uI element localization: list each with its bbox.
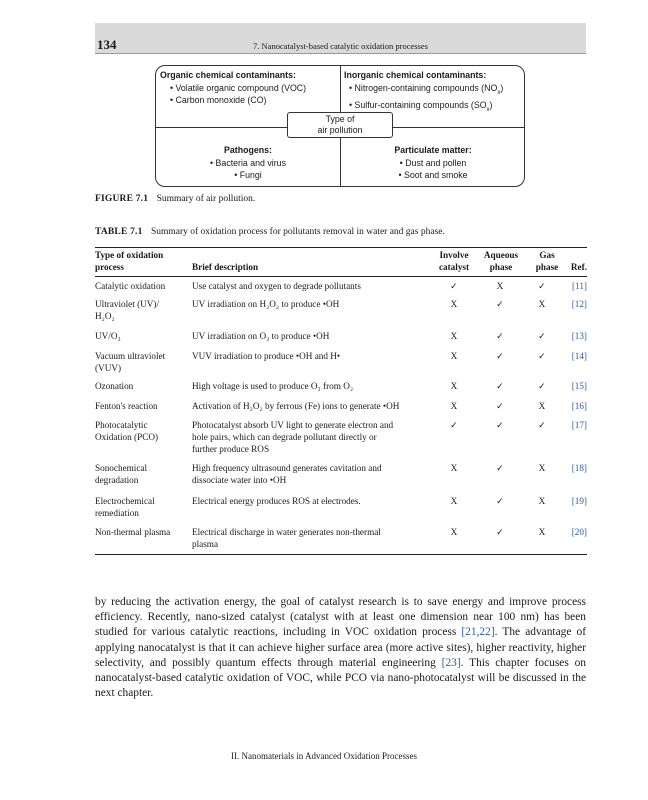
- row-type-cell: Fenton's reaction: [95, 401, 158, 411]
- body-paragraph: by reducing the activation energy, the goal of catalyst research is to save energy and improve process efficiency. Recently, nano-sized catalyst (catalyst with at least one dimension near 100 nm) has been studied for various catalytic reactions, including in VOC oxidation process [21,22]. The advantage of applying nanocatalyst is that it can achieve higher surface area (more active sites), higher reactivity, higher selectivity, and possibly quantum effects through material engineering [23]. This chapter focuses on nanocatalyst-based catalytic oxidation of VOC, while PCO via nano-photocatalyst will be discussed in the next chapter.: [95, 596, 586, 700]
- row-catalyst-cell: X: [450, 381, 458, 391]
- running-head: 7. Nanocatalyst-based catalytic oxidation processes: [253, 41, 428, 51]
- header-catalyst: Involve catalyst: [438, 250, 470, 272]
- row-description-cell: Photocatalyst absorb UV light to generate electron and hole pairs, which can degrade pollutant directly or further produce ROS: [192, 420, 394, 454]
- header-type: Type of oxidation process: [95, 250, 164, 272]
- row-aqueous-cell: ✓: [496, 496, 504, 506]
- table-caption: [95, 227, 445, 237]
- row-description-cell: VUV irradiation to produce •OH and H•: [192, 351, 341, 361]
- header-gas: Gas phase: [535, 250, 559, 272]
- row-type-cell: Sonochemical degradation: [95, 463, 148, 485]
- row-ref-link[interactable]: [18]: [571, 463, 587, 473]
- row-aqueous-cell: ✓: [496, 401, 504, 411]
- table-caption-text: Summary of oxidation process for pollutants removal in water and gas phase.: [150, 227, 445, 237]
- inorganic-item: • Nitrogen-containing compounds $(NO_x)$: [349, 82, 504, 96]
- row-type-cell: Photocatalytic Oxidation (PCO): [95, 420, 159, 442]
- row-gas-cell: ✓: [538, 381, 546, 391]
- page-header: [95, 23, 586, 54]
- row-aqueous-cell: ✓: [496, 351, 504, 361]
- citation-link[interactable]: [23]: [441, 656, 461, 669]
- table-bottom-rule: [95, 554, 587, 555]
- organic-item: • Carbon monoxide (CO): [170, 95, 267, 105]
- table-caption-label: TABLE 7.1: [95, 227, 143, 237]
- row-aqueous-cell: X: [496, 281, 504, 291]
- row-catalyst-cell: X: [450, 351, 458, 361]
- row-aqueous-cell: ✓: [496, 527, 504, 537]
- pathogens-box: [156, 144, 340, 182]
- row-description-cell: Use catalyst and oxygen to degrade pollutants: [192, 281, 361, 291]
- particulate-title: Particulate matter:: [394, 145, 472, 155]
- citation-link[interactable]: [21,22]: [461, 626, 495, 639]
- header-description: Brief description: [192, 262, 259, 272]
- oxidation-process-table: [95, 247, 587, 555]
- figure-center-label: Type of air pollution: [287, 112, 393, 138]
- organic-item: • Volatile organic compound (VOC): [170, 82, 307, 93]
- figure-caption: [95, 194, 255, 204]
- row-catalyst-cell: X: [450, 331, 458, 341]
- row-gas-cell: ✓: [538, 420, 546, 430]
- row-catalyst-cell: X: [450, 463, 458, 473]
- sox-subscript: x: [486, 106, 490, 113]
- particulate-item: • Dust and pollen: [399, 157, 467, 168]
- row-aqueous-cell: ✓: [496, 299, 504, 309]
- row-ref-link[interactable]: [19]: [571, 496, 587, 506]
- row-aqueous-cell: ✓: [496, 331, 504, 341]
- row-catalyst-cell: X: [450, 496, 458, 506]
- row-ref-link[interactable]: [17]: [571, 420, 587, 430]
- pathogens-item: • Bacteria and virus: [210, 157, 286, 168]
- row-description-cell: High voltage is used to produce O₃ from O₂: [192, 381, 354, 391]
- row-description-cell: Activation of H₂O₂ by ferrous (Fe) ions to generate •OH: [192, 401, 400, 411]
- particulate-box: [341, 144, 525, 182]
- row-aqueous-cell: ✓: [496, 381, 504, 391]
- pathogens-title: Pathogens:: [224, 145, 272, 155]
- table-top-rule: [95, 247, 587, 248]
- row-description-cell: High frequency ultrasound generates cavitation and dissociate water into •OH: [192, 463, 382, 485]
- particulate-item: • Soot and smoke: [398, 170, 468, 180]
- row-description-cell: Electrical energy produces ROS at electrodes.: [192, 496, 361, 506]
- row-description-cell: UV irradiation on O₃ to produce •OH: [192, 331, 330, 341]
- row-gas-cell: X: [538, 299, 546, 309]
- row-aqueous-cell: ✓: [496, 420, 504, 430]
- row-gas-cell: X: [538, 463, 546, 473]
- row-type-cell: Catalytic oxidation: [95, 281, 166, 291]
- row-ref-link[interactable]: [16]: [571, 401, 587, 411]
- row-type-cell: Electrochemical remediation: [95, 496, 155, 518]
- row-description-cell: UV irradiation on H₂O₂ to produce •OH: [192, 299, 340, 309]
- row-type-cell: Non-thermal plasma: [95, 527, 171, 537]
- row-gas-cell: ✓: [538, 331, 546, 341]
- figure-air-pollution: [155, 65, 525, 187]
- row-ref-link[interactable]: [14]: [571, 351, 587, 361]
- row-type-cell: Ozonation: [95, 381, 134, 391]
- figure-caption-text: Summary of air pollution.: [156, 194, 256, 204]
- inorganic-title: Inorganic chemical contaminants:: [344, 70, 487, 80]
- row-ref-link[interactable]: [13]: [571, 331, 587, 341]
- header-aqueous: Aqueous phase: [483, 250, 519, 272]
- row-gas-cell: ✓: [538, 281, 546, 291]
- row-catalyst-cell: X: [450, 299, 458, 309]
- row-ref-link[interactable]: [11]: [572, 281, 587, 291]
- header-ref: Ref.: [570, 262, 587, 272]
- inorganic-item: • Sulfur-containing compounds $(SO_x)$: [349, 99, 493, 113]
- row-catalyst-cell: ✓: [450, 281, 458, 291]
- figure-caption-label: FIGURE 7.1: [95, 194, 149, 204]
- pathogens-item: • Fungi: [234, 170, 262, 180]
- table-header-rule: [95, 276, 587, 277]
- row-catalyst-cell: ✓: [450, 420, 458, 430]
- page-number: 134: [97, 37, 117, 52]
- organic-title: Organic chemical contaminants:: [160, 70, 296, 80]
- row-description-cell: Electrical discharge in water generates non-thermal plasma: [192, 527, 381, 549]
- row-type-cell: Ultraviolet (UV)/ H₂O₂: [95, 299, 160, 321]
- row-catalyst-cell: X: [450, 527, 458, 537]
- row-ref-link[interactable]: [12]: [571, 299, 587, 309]
- row-gas-cell: ✓: [538, 351, 546, 361]
- row-aqueous-cell: ✓: [496, 463, 504, 473]
- row-ref-link[interactable]: [15]: [571, 381, 587, 391]
- row-gas-cell: X: [538, 527, 546, 537]
- page-footer: II. Nanomaterials in Advanced Oxidation Processes: [231, 751, 417, 761]
- nox-subscript: x: [497, 89, 501, 96]
- row-gas-cell: X: [538, 401, 546, 411]
- row-type-cell: UV/O₃: [95, 331, 121, 341]
- row-catalyst-cell: X: [450, 401, 458, 411]
- row-ref-link[interactable]: [20]: [571, 527, 587, 537]
- row-type-cell: Vacuum ultraviolet (VUV): [95, 351, 166, 373]
- row-gas-cell: X: [538, 496, 546, 506]
- inorganic-contaminants-box: [341, 69, 525, 116]
- organic-contaminants-box: [156, 69, 340, 107]
